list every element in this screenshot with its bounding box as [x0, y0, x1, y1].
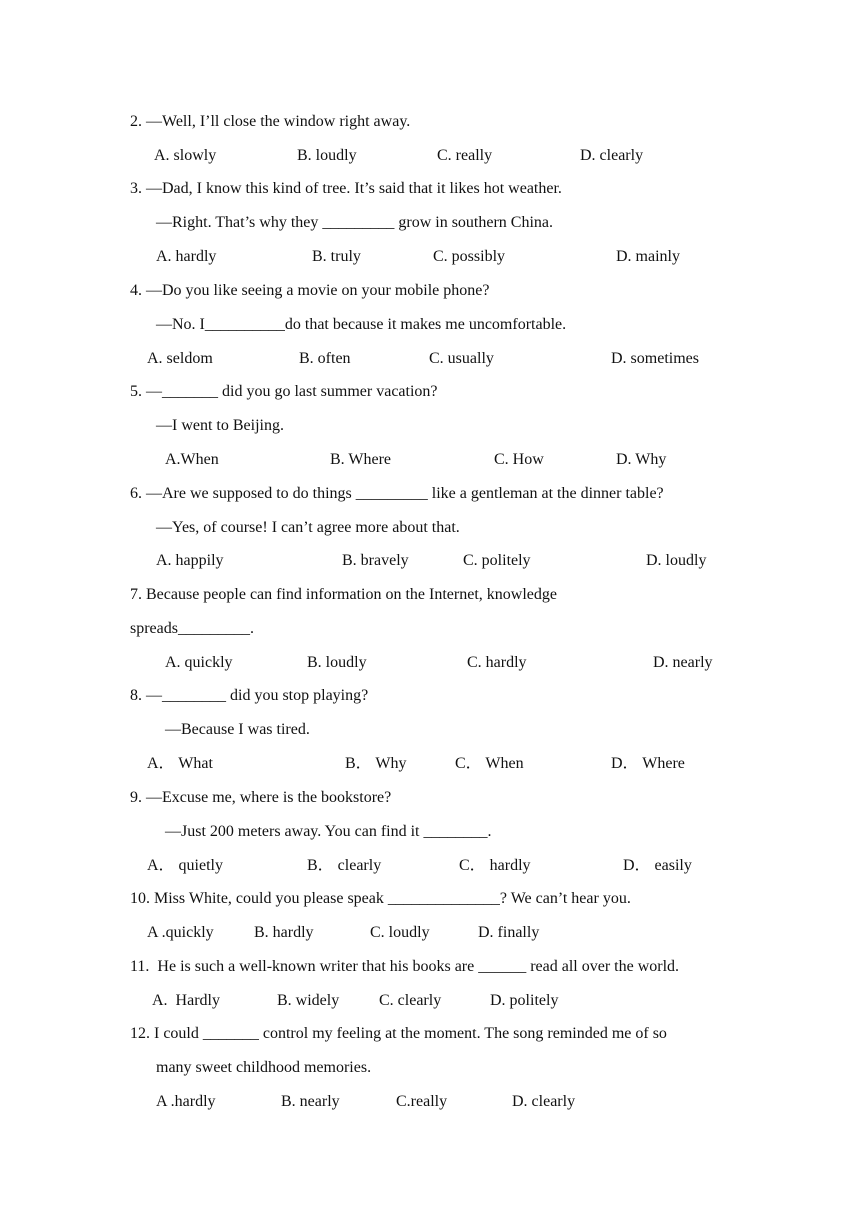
- question-9-option-b: B． clearly: [307, 857, 382, 874]
- question-6-option-c: C. politely: [463, 552, 531, 569]
- question-8-option-a: A． What: [147, 755, 213, 772]
- question-8-option-c: C． When: [455, 755, 524, 772]
- question-8-stem: 8. —________ did you stop playing?: [130, 687, 369, 704]
- question-12-option-b: B. nearly: [281, 1093, 340, 1110]
- question-8-option-d: D． Where: [611, 755, 685, 772]
- question-5-option-c: C. How: [494, 451, 544, 468]
- question-4-option-d: D. sometimes: [611, 350, 699, 367]
- question-10-option-b: B. hardly: [254, 924, 314, 941]
- question-11-option-d: D. politely: [490, 992, 559, 1009]
- question-8-reply: —Because I was tired.: [165, 721, 310, 738]
- question-4-stem: 4. —Do you like seeing a movie on your mobile phone?: [130, 282, 490, 299]
- question-12-option-d: D. clearly: [512, 1093, 576, 1110]
- question-10-stem: 10. Miss White, could you please speak ______________? We can’t hear you.: [130, 890, 631, 907]
- question-4-reply: —No. I__________do that because it makes me uncomfortable.: [156, 316, 567, 333]
- question-9-stem: 9. —Excuse me, where is the bookstore?: [130, 789, 392, 806]
- question-2-option-a: A. slowly: [154, 147, 217, 164]
- question-3-option-a: A. hardly: [156, 248, 217, 265]
- question-7-option-d: D. nearly: [653, 654, 713, 671]
- question-12-stem-continued: many sweet childhood memories.: [156, 1059, 372, 1076]
- question-11-stem: 11. He is such a well-known writer that his books are ______ read all over the world.: [130, 958, 680, 975]
- question-6-stem: 6. —Are we supposed to do things _________ like a gentleman at the dinner table?: [130, 485, 664, 502]
- question-3-option-d: D. mainly: [616, 248, 680, 265]
- question-11-option-b: B. widely: [277, 992, 340, 1009]
- question-7-option-a: A. quickly: [165, 654, 233, 671]
- question-9-option-d: D． easily: [623, 857, 692, 874]
- question-10-option-a: A .quickly: [147, 924, 214, 941]
- question-7-stem-continued: spreads_________.: [130, 620, 254, 637]
- question-3-option-b: B. truly: [312, 248, 361, 265]
- question-4-option-a: A. seldom: [147, 350, 213, 367]
- question-9-option-a: A． quietly: [147, 857, 223, 874]
- question-5-stem: 5. —_______ did you go last summer vacation?: [130, 383, 438, 400]
- question-2-option-b: B. loudly: [297, 147, 357, 164]
- question-11-option-c: C. clearly: [379, 992, 442, 1009]
- question-10-option-c: C. loudly: [370, 924, 430, 941]
- question-5-option-d: D. Why: [616, 451, 667, 468]
- question-8-option-b: B． Why: [345, 755, 407, 772]
- question-4-option-c: C. usually: [429, 350, 494, 367]
- question-12-option-a: A .hardly: [156, 1093, 216, 1110]
- question-12-stem: 12. I could _______ control my feeling at the moment. The song reminded me of so: [130, 1025, 667, 1042]
- question-11-option-a: A. Hardly: [152, 992, 220, 1009]
- question-3-stem: 3. —Dad, I know this kind of tree. It’s said that it likes hot weather.: [130, 180, 562, 197]
- question-4-option-b: B. often: [299, 350, 351, 367]
- question-2-option-c: C. really: [437, 147, 493, 164]
- question-5-option-b: B. Where: [330, 451, 392, 468]
- question-3-reply: —Right. That’s why they _________ grow in southern China.: [156, 214, 554, 231]
- question-2-option-d: D. clearly: [580, 147, 644, 164]
- question-10-option-d: D. finally: [478, 924, 540, 941]
- question-2-stem: 2. —Well, I’ll close the window right away.: [130, 113, 411, 130]
- question-5-option-a: A.When: [165, 451, 219, 468]
- question-9-reply: —Just 200 meters away. You can find it ________.: [165, 823, 492, 840]
- question-7-stem: 7. Because people can find information on the Internet, knowledge: [130, 586, 557, 603]
- question-6-option-a: A. happily: [156, 552, 224, 569]
- question-7-option-c: C. hardly: [467, 654, 527, 671]
- question-3-option-c: C. possibly: [433, 248, 506, 265]
- question-9-option-c: C． hardly: [459, 857, 531, 874]
- question-7-option-b: B. loudly: [307, 654, 367, 671]
- question-6-option-d: D. loudly: [646, 552, 707, 569]
- question-5-reply: —I went to Beijing.: [156, 417, 284, 434]
- question-6-reply: —Yes, of course! I can’t agree more about that.: [156, 519, 460, 536]
- question-6-option-b: B. bravely: [342, 552, 409, 569]
- question-12-option-c: C.really: [396, 1093, 448, 1110]
